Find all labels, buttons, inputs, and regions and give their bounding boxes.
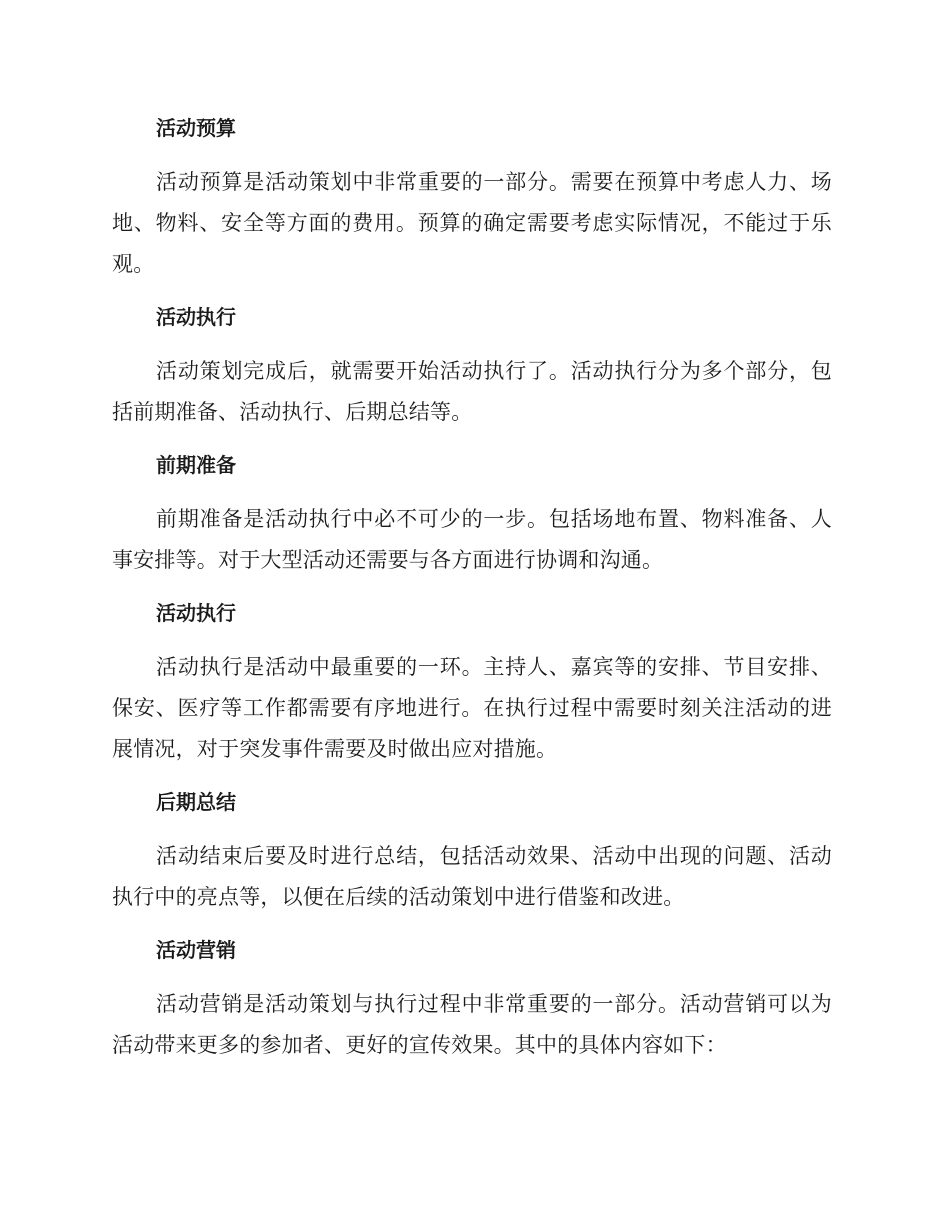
section-heading-budget: 活动预算 [156, 116, 236, 140]
document-content [112, 108, 832, 1066]
section-paragraph-execution-detail: 活动执行是活动中最重要的一环。主持人、嘉宾等的安排、节目安排、保安、医疗等工作都需要有序地进行。在执行过程中需要时刻关注活动的进展情况，对于突发事件需要及时做出应对措施。 [112, 655, 832, 761]
section-paragraph-budget: 活动预算是活动策划中非常重要的一部分。需要在预算中考虑人力、场地、物料、安全等方面的费用。预算的确定需要考虑实际情况，不能过于乐观。 [112, 170, 832, 276]
section-paragraph-summary: 活动结束后要及时进行总结，包括活动效果、活动中出现的问题、活动执行中的亮点等，以便在后续的活动策划中进行借鉴和改进。 [112, 844, 832, 909]
section-paragraph-execution: 活动策划完成后，就需要开始活动执行了。活动执行分为多个部分，包括前期准备、活动执行、后期总结等。 [112, 359, 832, 424]
section-heading-execution-detail: 活动执行 [156, 601, 236, 625]
section-paragraph-marketing: 活动营销是活动策划与执行过程中非常重要的一部分。活动营销可以为活动带来更多的参加者、更好的宣传效果。其中的具体内容如下： [112, 992, 832, 1057]
section-heading-summary: 后期总结 [156, 790, 236, 814]
section-heading-execution: 活动执行 [156, 305, 236, 329]
section-heading-marketing: 活动营销 [156, 938, 236, 962]
section-heading-preparation: 前期准备 [156, 453, 236, 477]
section-paragraph-preparation: 前期准备是活动执行中必不可少的一步。包括场地布置、物料准备、人事安排等。对于大型活动还需要与各方面进行协调和沟通。 [112, 507, 832, 572]
